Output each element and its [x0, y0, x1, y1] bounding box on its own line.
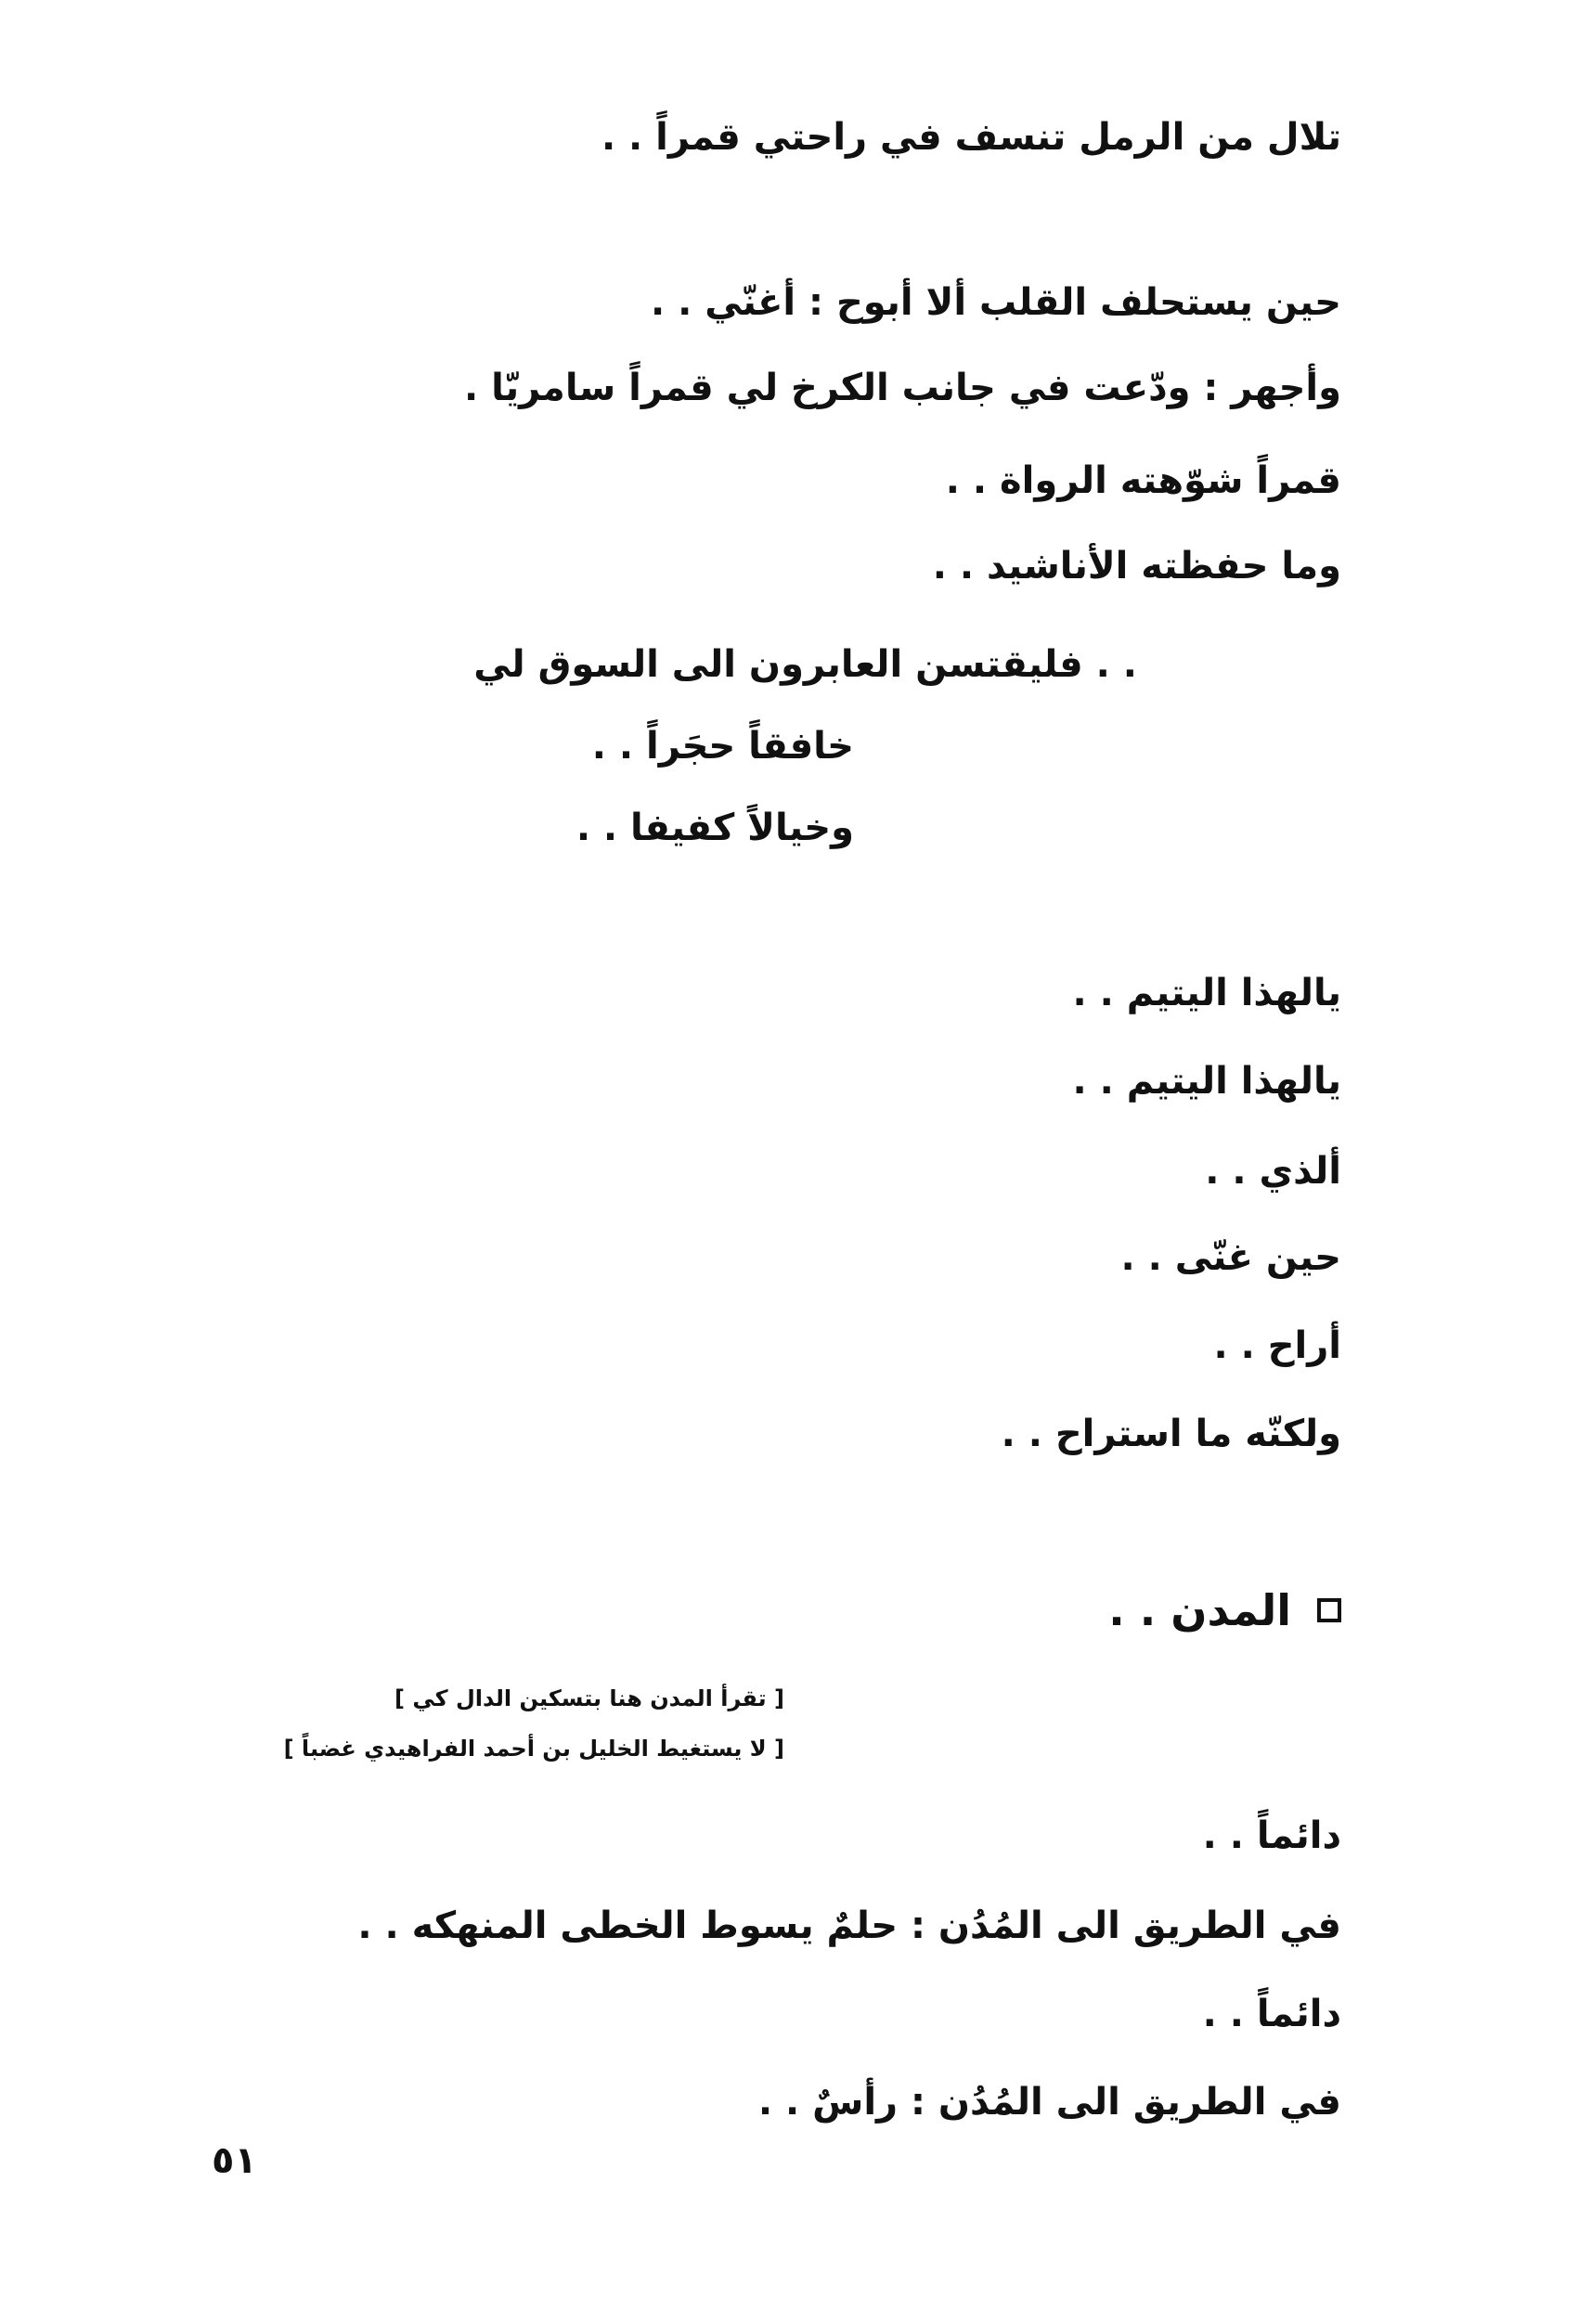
poem-line: أراح . .	[1213, 1324, 1341, 1367]
poem-line: دائماً . .	[1202, 1814, 1341, 1857]
poem-line: ولكنّه ما استراح . .	[1001, 1413, 1341, 1455]
poem-line: وأجهر : ودّعت في جانب الكرخ لي قمراً سامريّا .	[464, 367, 1341, 409]
poem-line: في الطريق الى المُدُن : رأسٌ . .	[757, 2081, 1341, 2124]
poem-line: ألذي . .	[1205, 1150, 1341, 1193]
page-number: ٥١	[212, 2139, 257, 2182]
poem-line: تلال من الرمل تنسف في راحتي قمراً . .	[601, 116, 1341, 159]
poem-line: وما حفظته الأناشيد . .	[932, 545, 1341, 587]
poem-line: حين يستحلف القلب ألا أبوح : أغنّي . .	[651, 281, 1341, 324]
poem-line: في الطريق الى المُدُن : حلمٌ يسوط الخطى المنهكه . .	[357, 1904, 1341, 1947]
poem-line: يالهذا اليتيم . .	[1072, 1060, 1341, 1103]
square-bullet-icon	[1317, 1598, 1341, 1622]
footnote-line: [ تقرأ المدن هنا بتسكين الدال كي ]	[394, 1685, 784, 1711]
section-title: المدن . .	[1108, 1585, 1291, 1635]
poem-line: حين غنّى . .	[1120, 1236, 1341, 1279]
poem-line-indented: خافقاً حجَراً . .	[591, 725, 854, 768]
poem-line-indented: وخيالاً كفيفا . .	[576, 807, 854, 849]
poem-line: دائماً . .	[1202, 1993, 1341, 2035]
footnote-line: [ لا يستغيط الخليل بن أحمد الفراهيدي غضباً ]	[283, 1736, 784, 1762]
section-heading	[1108, 1585, 1341, 1635]
poem-line: قمراً شوّهته الرواة . .	[945, 459, 1341, 502]
poem-line-indented: . . فليقتسن العابرون الى السوق لي	[473, 643, 1137, 686]
poem-line: يالهذا اليتيم . .	[1072, 972, 1341, 1014]
